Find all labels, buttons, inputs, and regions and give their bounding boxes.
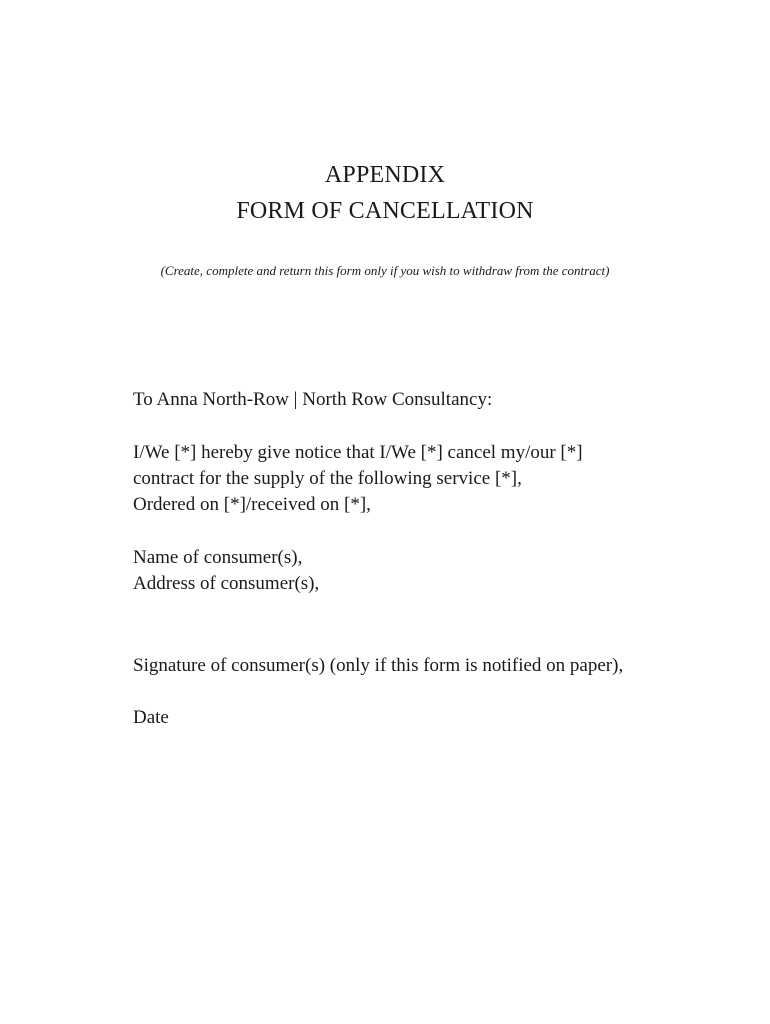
- signature-line: Signature of consumer(s) (only if this form is notified on paper),: [133, 655, 624, 676]
- appendix-heading: APPENDIX: [324, 162, 446, 188]
- form-title: FORM OF CANCELLATION: [236, 198, 534, 224]
- addressee-line: To Anna North-Row | North Row Consultancy:: [133, 389, 493, 410]
- notice-line-2: contract for the supply of the following service [*],: [133, 468, 522, 489]
- consumer-name-line: Name of consumer(s),: [133, 547, 303, 568]
- date-line: Date: [133, 707, 169, 728]
- consumer-address-line: Address of consumer(s),: [133, 573, 320, 594]
- notice-line-3: Ordered on [*]/received on [*],: [133, 494, 371, 515]
- form-instructions: (Create, complete and return this form only if you wish to withdraw from the contract): [160, 263, 610, 278]
- notice-line-1: I/We [*] hereby give notice that I/We [*] cancel my/our [*]: [133, 442, 583, 463]
